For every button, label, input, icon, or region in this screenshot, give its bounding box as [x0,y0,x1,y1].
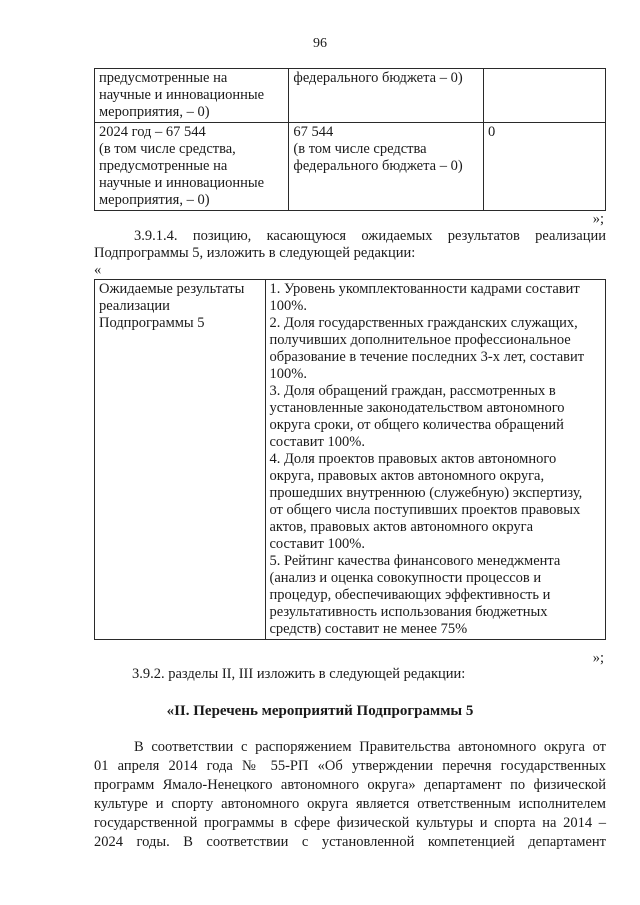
cell-line: 4. Доля проектов правовых актов автономного [269,451,557,467]
cell-line: актов, правовых актов автономного округа [269,519,534,535]
cell-line: от общего числа поступивших проектов правовых [269,502,581,518]
body-line: В соответствии с распоряжением Правительства автономного округа от [134,739,606,755]
cell-line: предусмотренные на [99,70,228,86]
table-cell [95,69,289,123]
cell-line: составит 100%. [269,536,365,552]
body-line: 2024 годы. В соответствии с установленной компетенцией департамент [94,834,606,850]
paragraph-line: 3.9.1.4. позицию, касающуюся ожидаемых результатов реализации [134,228,606,244]
paragraph-3914 [94,228,606,262]
results-label-cell [95,280,266,640]
cell-line: предусмотренные на [99,158,228,174]
cell-line: (анализ и оценка совокупности процессов и [269,570,542,586]
table-row [95,123,606,211]
opening-quote: « [94,262,102,278]
table-cell [483,69,605,123]
cell-line: получивших дополнительное профессиональное [269,332,571,348]
page-number: 96 [313,36,327,51]
closing-quote: »; [592,211,604,227]
cell-line: округа, правовых актов автономного округа, [269,468,545,484]
cell-line: 5. Рейтинг качества финансового менеджмента [269,553,561,569]
cell-line: округа сроки, от общего количества обращений [269,417,564,433]
cell-line: 2024 год – 67 544 [99,124,206,140]
closing-quote: »; [592,650,604,666]
cell-line: научные и инновационные [99,87,265,103]
cell-line: 0 [487,124,496,140]
table-cell [289,123,484,211]
cell-line: установленные законодательством автономного [269,400,565,416]
results-items-cell [265,280,606,640]
cell-line: 2. Доля государственных гражданских служащих, [269,315,578,331]
paragraph-line: Подпрограммы 5, изложить в следующей редакции: [94,245,416,261]
cell-line: Ожидаемые результаты [99,281,245,297]
cell-line: результативность использования бюджетных [269,604,548,620]
cell-line: федерального бюджета – 0) [293,70,463,86]
results-table [94,279,606,640]
table-row [95,69,606,123]
cell-line: 100%. [269,366,307,382]
cell-line: научные и инновационные [99,175,265,191]
table-cell [95,123,289,211]
cell-line: 100%. [269,298,307,314]
body-paragraph [94,738,606,852]
body-line: программ Ямало-Ненецкого автономного округа» департамент по физической [94,777,606,793]
table-cell [289,69,484,123]
cell-line: 3. Доля обращений граждан, рассмотренных в [269,383,556,399]
cell-line: реализации [99,298,170,314]
cell-line: Подпрограммы 5 [99,315,205,331]
cell-line: (в том числе средства, [99,141,236,157]
cell-line: средств) составит не менее 75% [269,621,468,637]
cell-line: прошедших внутреннюю (служебную) экспертизу, [269,485,583,501]
cell-line: составит 100%. [269,434,365,450]
cell-line: (в том числе средства [293,141,427,157]
table-cell [483,123,605,211]
cell-line: 1. Уровень укомплектованности кадрами составит [269,281,580,297]
cell-line: образование в течение последних 3-х лет, составит [269,349,585,365]
body-line: культуре и спорту автономного округа является ответственным исполнителем [94,796,606,812]
paragraph-392: 3.9.2. разделы II, III изложить в следующей редакции: [132,666,466,682]
cell-line: 67 544 [293,124,334,140]
cell-line: федерального бюджета – 0) [293,158,463,174]
body-line: 01 апреля 2014 года № 55-РП «Об утверждении перечня государственных [94,758,606,774]
cell-line: мероприятия, – 0) [99,192,210,208]
section-heading: «II. Перечень мероприятий Подпрограммы 5 [166,703,474,719]
cell-line: мероприятия, – 0) [99,104,210,120]
table-row [95,280,606,640]
body-line: государственной программы в сфере физической культуры и спорта на 2014 – [94,815,606,831]
funding-table [94,68,606,211]
cell-line: процедур, обеспечивающих эффективность и [269,587,551,603]
